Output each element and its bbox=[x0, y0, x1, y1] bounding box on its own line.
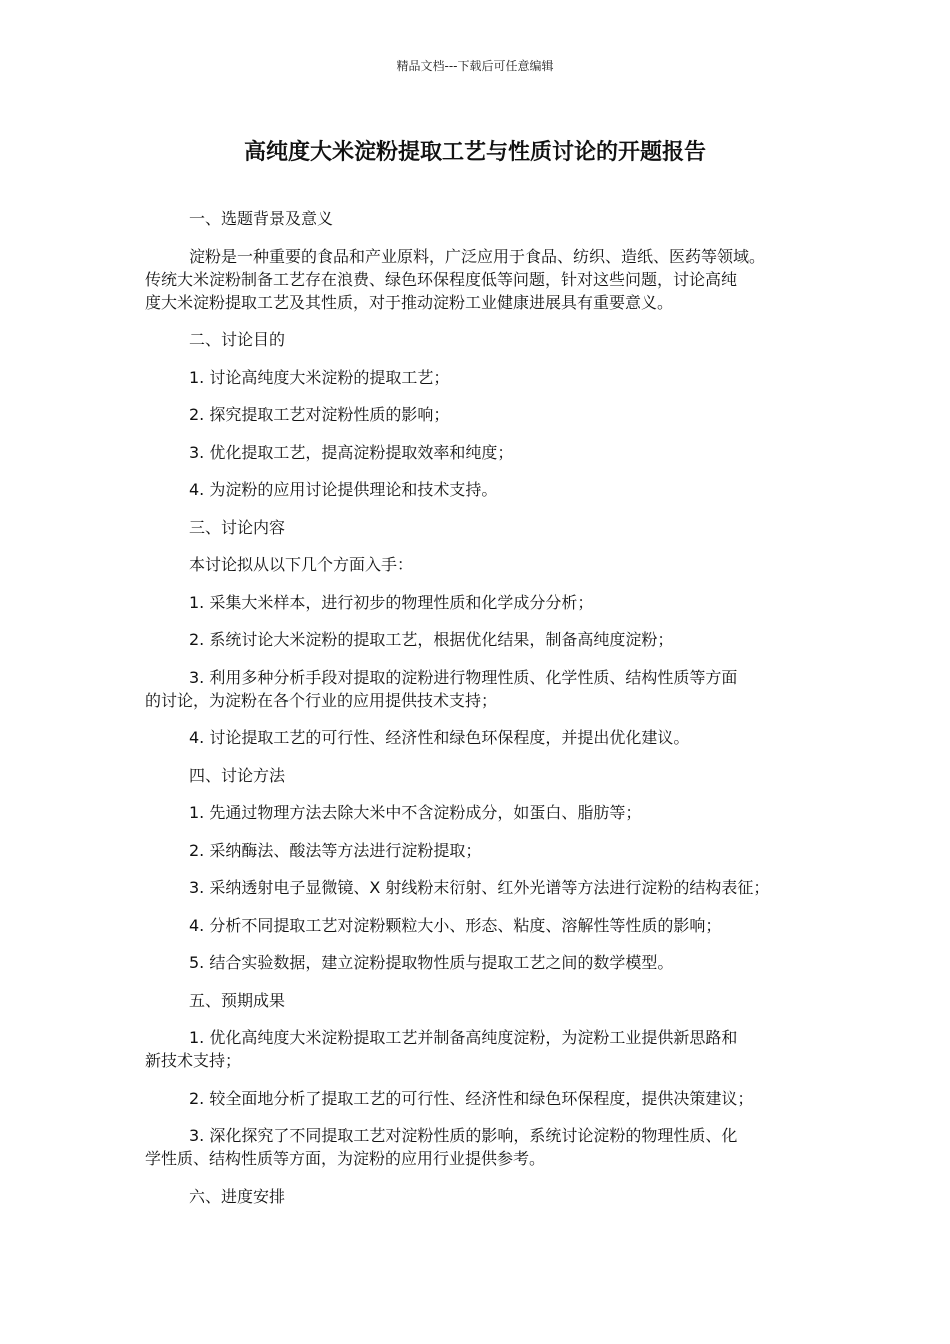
paragraph-line: 1. 先通过物理方法去除大米中不含淀粉成分，如蛋白、脂肪等； bbox=[189, 803, 642, 822]
paragraph-line: 4. 为淀粉的应用讨论提供理论和技术支持。 bbox=[189, 480, 498, 499]
paragraph bbox=[145, 553, 815, 576]
paragraph-line: 1. 采集大米样本，进行初步的物理性质和化学成分分析； bbox=[189, 592, 594, 612]
paragraph-line: 五、预期成果 bbox=[189, 990, 286, 1010]
paragraph-line: 新技术支持； bbox=[145, 1051, 242, 1070]
paragraph bbox=[145, 366, 815, 389]
paragraph bbox=[145, 328, 815, 351]
paragraph bbox=[145, 666, 815, 712]
paragraph bbox=[145, 1124, 815, 1170]
paragraph bbox=[145, 628, 815, 651]
paragraph-line: 1. 讨论高纯度大米淀粉的提取工艺； bbox=[189, 367, 450, 387]
paragraph bbox=[145, 478, 815, 501]
paragraph bbox=[145, 764, 815, 787]
document-body bbox=[145, 207, 815, 1222]
paragraph-line: 一、选题背景及意义 bbox=[189, 209, 334, 228]
paragraph-line: 淀粉是一种重要的食品和产业原料，广泛应用于食品、纺织、造纸、医药等领域。 bbox=[189, 246, 766, 266]
paragraph bbox=[145, 989, 815, 1012]
paragraph-line: 2. 较全面地分析了提取工艺的可行性、经济性和绿色环保程度，提供决策建议； bbox=[189, 1088, 754, 1108]
paragraph bbox=[145, 1185, 815, 1208]
paragraph-line: 2. 探究提取工艺对淀粉性质的影响； bbox=[189, 405, 450, 424]
paragraph-line: 1. 优化高纯度大米淀粉提取工艺并制备高纯度淀粉，为淀粉工业提供新思路和 bbox=[189, 1028, 738, 1047]
document-title: 高纯度大米淀粉提取工艺与性质讨论的开题报告 bbox=[243, 140, 706, 165]
paragraph bbox=[145, 516, 815, 539]
paragraph bbox=[145, 876, 815, 899]
paragraph-line: 3. 采纳透射电子显微镜、X 射线粉末衍射、红外光谱等方法进行淀粉的结构表征； bbox=[189, 878, 770, 897]
paragraph-line: 学性质、结构性质等方面，为淀粉的应用行业提供参考。 bbox=[145, 1149, 546, 1168]
page-header: 精品文档---下载后可任意编辑 bbox=[396, 59, 554, 73]
paragraph bbox=[145, 914, 815, 937]
paragraph-line: 3. 优化提取工艺，提高淀粉提取效率和纯度； bbox=[189, 442, 514, 462]
paragraph bbox=[145, 403, 815, 426]
paragraph-line: 4. 讨论提取工艺的可行性、经济性和绿色环保程度，并提出优化建议。 bbox=[189, 728, 690, 747]
paragraph-line: 度大米淀粉提取工艺及其性质，对于推动淀粉工业健康进展具有重要意义。 bbox=[145, 292, 674, 312]
paragraph bbox=[145, 591, 815, 614]
paragraph-line: 四、讨论方法 bbox=[189, 765, 286, 785]
paragraph bbox=[145, 1087, 815, 1110]
paragraph bbox=[145, 951, 815, 974]
paragraph-line: 4. 分析不同提取工艺对淀粉颗粒大小、形态、粘度、溶解性等性质的影响； bbox=[189, 915, 722, 935]
paragraph-line: 3. 利用多种分析手段对提取的淀粉进行物理性质、化学性质、结构性质等方面 bbox=[189, 667, 738, 687]
paragraph-line: 传统大米淀粉制备工艺存在浪费、绿色环保程度低等问题，针对这些问题，讨论高纯 bbox=[145, 269, 738, 289]
paragraph-line: 3. 深化探究了不同提取工艺对淀粉性质的影响，系统讨论淀粉的物理性质、化 bbox=[189, 1126, 738, 1145]
paragraph bbox=[145, 441, 815, 464]
paragraph-line: 2. 系统讨论大米淀粉的提取工艺，根据优化结果，制备高纯度淀粉； bbox=[189, 630, 674, 649]
paragraph bbox=[145, 726, 815, 749]
paragraph bbox=[145, 1026, 815, 1072]
paragraph-line: 2. 采纳酶法、酸法等方法进行淀粉提取； bbox=[189, 840, 482, 860]
paragraph-line: 六、进度安排 bbox=[189, 1186, 286, 1206]
paragraph bbox=[145, 839, 815, 862]
paragraph-line: 二、讨论目的 bbox=[189, 330, 286, 349]
paragraph-line: 三、讨论内容 bbox=[189, 517, 286, 537]
paragraph-line: 5. 结合实验数据，建立淀粉提取物性质与提取工艺之间的数学模型。 bbox=[189, 953, 674, 972]
paragraph bbox=[145, 245, 815, 314]
paragraph-line: 的讨论，为淀粉在各个行业的应用提供技术支持； bbox=[145, 690, 498, 710]
paragraph-line: 本讨论拟从以下几个方面入手： bbox=[189, 555, 414, 574]
paragraph bbox=[145, 207, 815, 230]
paragraph bbox=[145, 801, 815, 824]
